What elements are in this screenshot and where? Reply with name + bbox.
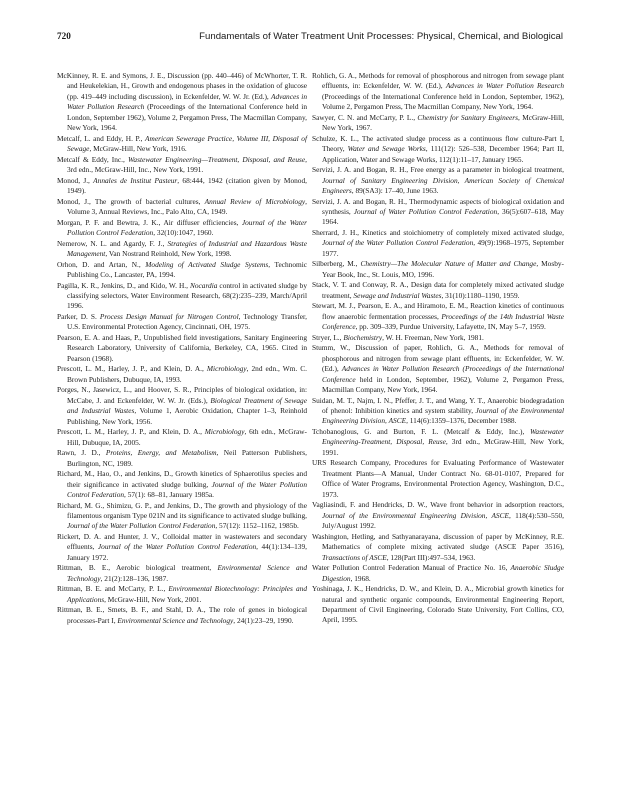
reference-entry	[312, 228, 564, 259]
reference-title: Proteins, Energy, and Metabolism	[105, 448, 217, 458]
reference-entry	[57, 448, 307, 469]
reference-text: , 44(1):134–139, January 1972.	[67, 542, 307, 562]
reference-entry	[312, 134, 564, 165]
reference-title: Advances in Water Pollution Research (Proceedings of the International Conference	[322, 364, 564, 384]
reference-text: , 24(1):23–29, 1990.	[233, 615, 294, 625]
reference-text: , 49(9):1968–1975, September 1977.	[322, 238, 564, 258]
reference-title: Environmental Science and Technology	[67, 563, 307, 583]
reference-text: Monod, J.,	[57, 175, 94, 185]
reference-text: Porges, N., Jasewicz, L., and Hoover, S. R., Principles of biological oxidation, in: McCabe, J. and Eckenfelder, W. W. Jr. (Eds.),	[57, 385, 307, 405]
reference-text: Stewart, M. J., Pearson, E. A., and Hiramoto, E. M., Reaction kinetics of continuous flow anaerobic fermentation processes,	[312, 301, 564, 321]
reference-text: Silberberg, M.,	[312, 259, 361, 269]
reference-text: , McGraw-Hill, New York, 1916.	[89, 144, 187, 154]
reference-text: , 118(4):530–550, July/August 1992.	[322, 510, 564, 531]
reference-title: Sewage and Industrial Wastes	[353, 290, 442, 300]
reference-text: Richard, M. G., Shimizu, G. P., and Jenkins, D., The growth and physiology of the filamentous organism Type 021N and its significance to activated sludge bulking,	[57, 500, 307, 521]
reference-title: Advances in Water Pollution Research	[67, 91, 307, 112]
reference-text: Servizi, J. A. and Bogan, R. H., Thermodynamic aspects of biological oxidation and synthesis,	[312, 196, 564, 217]
reference-entry	[57, 71, 307, 133]
reference-text: , 6th edn., McGraw-Hill, Dubuque, IA, 2005.	[67, 427, 307, 447]
reference-entry	[57, 312, 307, 333]
reference-text: URS Research Company, Procedures for Evaluating Performance of Wastewater Treatment Plants—A Manual, Under Contract No. 68-01-0107, Prepared for Office of Water Programs, Environmental Protection Agency, Washington, D.C., 1973.	[312, 458, 564, 499]
references-left-column	[57, 71, 307, 626]
reference-text: , 2nd edn., Wm. C. Brown Publishers, Dubuque, IA, 1993.	[67, 364, 307, 384]
reference-entry	[312, 532, 564, 563]
reference-text: , W. H. Freeman, New York, 1981.	[382, 332, 484, 342]
reference-text: , Technology Transfer, U.S. Environmental Protection Agency, Cincinnati, OH, 1975.	[67, 312, 308, 332]
reference-entry	[312, 333, 564, 343]
reference-text: , Mosby-Year Book, Inc., St. Louis, MO, 1996.	[322, 259, 564, 279]
reference-text: , 31(10):1180–1190, 1959.	[441, 290, 520, 300]
reference-text: , 32(10):1047, 1960.	[153, 228, 214, 238]
reference-entry	[312, 584, 564, 626]
reference-entry	[57, 469, 307, 500]
reference-text: Metcalf & Eddy, Inc.,	[57, 154, 128, 164]
reference-text: Rittman, B. E., Aerobic biological treatment,	[57, 563, 218, 573]
reference-entry	[312, 427, 564, 458]
reference-title: American Sewerage Practice, Volume III, Disposal of Sewage	[67, 133, 307, 154]
reference-title: Modeling of Activated Sludge Systems	[145, 259, 269, 269]
reference-text: Water Pollution Control Federation Manual of Practice No. 16,	[312, 563, 511, 573]
reference-text: , 89(SA3): 17–40, June 1963.	[351, 186, 439, 196]
reference-text: , McGraw-Hill, New York, 1967.	[322, 112, 565, 133]
reference-title: Microbiology	[204, 427, 245, 437]
reference-entry	[57, 501, 307, 532]
reference-entry	[57, 605, 307, 626]
reference-title: Journal of Sanitary Engineering Division, American Society of Chemical Engineers	[322, 175, 564, 196]
reference-title: Journal of the Water Pollution Control Federation	[67, 479, 307, 500]
reference-text: Vagliasindi, F. and Hendricks, D. W., Wave front behavior in adsorption reactors,	[312, 500, 564, 510]
reference-text: Washington, Hetling, and Sathyanarayana, discussion of paper by McKinney, R.E. Mathematics of complete mixing activated sludge (ASCE Paper 3516),	[312, 531, 564, 552]
reference-text: , Volume 1, Aerobic Oxidation, Chapter 1–3, Reinhold Publishing, New York, 1956.	[67, 406, 307, 426]
references-right-column	[312, 71, 564, 626]
reference-text: Tchobanoglous, G. and Burton, F. L. (Metcalf & Eddy, Inc.),	[312, 427, 530, 437]
reference-text: Suidan, M. T., Najm, I. N., Pfeffer, J. T., and Wang, Y. T., Anaerobic biodegradation of phenol: Inhibition kinetics and system stability,	[312, 395, 564, 416]
reference-text: , McGraw-Hill, New York, 2001.	[104, 594, 202, 604]
running-title: Fundamentals of Water Treatment Unit Processes: Physical, Chemical, and Biological	[199, 31, 563, 42]
reference-text: Pearson, E. A. and Haas, P., Unpublished field investigations, Sanitary Engineering Research Laboratory, University of California, Berkeley, CA, 1965. Cited in Pearson (1968).	[57, 333, 307, 363]
reference-entry	[312, 301, 564, 332]
reference-entry	[312, 500, 564, 531]
reference-text: , 36(5):607–618, May 1964.	[322, 207, 564, 227]
reference-entry	[57, 364, 307, 385]
reference-text: Yoshinaga, J. K., Hendricks, D. W., and Klein, D. A., Microbial growth kinetics for natural and synthetic organic compounds, Environmental Engineering Report, Department of Civil Engineering, Colorado State University, Fort Collins, CO, April, 1995.	[312, 584, 564, 625]
reference-text: Sherrard, J. H., Kinetics and stoichiometry of completely mixed activated sludge,	[312, 228, 564, 238]
reference-title: Journal of the Water Pollution Control Federation	[67, 521, 216, 531]
reference-entry	[312, 343, 564, 395]
reference-title: Journal of the Environmental Engineering Division, ASCE	[322, 510, 509, 520]
reference-title: Journal of the Water Pollution Control Federation	[322, 238, 474, 248]
reference-title: Environmental Science and Technology	[117, 615, 234, 625]
reference-text: Morgan, P. F. and Bewtra, J. K., Air diffuser efficiencies,	[57, 217, 242, 227]
reference-text: , pp. 309–339, Purdue University, Lafayette, IN, May 5–7, 1959.	[355, 322, 546, 332]
reference-text: Rickert, D. A. and Hunter, J. V., Colloidal matter in wastewaters and secondary effluents,	[57, 532, 307, 552]
reference-text: Stumm, W., Discussion of paper, Rohlich, G. A., Methods for removal of phosphorous and nitrogen from sewage plant effluents, in: Eckenfelder, W. W. (Ed.),	[312, 343, 564, 374]
reference-text: Stack, V. T. and Conway, R. A., Design data for completely mixed activated sludge treatment,	[312, 280, 564, 300]
reference-text: , Neil Patterson Publishers, Burlington, NC, 1989.	[67, 448, 307, 468]
reference-entry	[312, 165, 564, 196]
reference-text: Richard, M., Hao, O., and Jenkins, D., Growth kinetics of Sphaerotilus species and their significance in activated sludge bulking,	[57, 469, 307, 489]
reference-title: Water and Sewage Works	[347, 144, 426, 154]
reference-text: , 114(6):1359–1376, December 1988.	[406, 416, 517, 426]
reference-text: McKinney, R. E. and Symons, J. E., Discussion (pp. 440–446) of McWhorter, T. R. and Heukelekian, H., Growth and endogenous phases in the oxidation of glucose (pp. 419–449 including discussion), in Eckenfelder, W. W. Jr. (Ed.),	[57, 71, 307, 101]
reference-entry	[57, 385, 307, 427]
reference-text: , 3rd edn., McGraw-Hill, New York, 1991.	[322, 437, 564, 457]
reference-title: Microbiology	[206, 364, 247, 374]
reference-entry	[57, 197, 307, 218]
reference-title: Strategies of Industrial and Hazardous Waste Management	[67, 238, 307, 259]
reference-text: , 128(Part III):497–534, 1963.	[386, 552, 476, 562]
reference-title: Annual Review of Microbiology	[204, 196, 306, 206]
reference-text: Orhon, D. and Artan, N.,	[57, 259, 146, 269]
reference-entry	[57, 239, 307, 260]
reference-entry	[57, 584, 307, 605]
reference-title: Environmental Biotechnology: Principles and Applications	[67, 584, 307, 604]
reference-title: Journal of the Water Pollution Control Federation	[67, 217, 307, 238]
reference-text: , Volume 3, Annual Reviews, Inc., Palo Alto, CA, 1949.	[67, 196, 307, 217]
reference-title: Annales de Institut Pasteur	[93, 175, 178, 185]
reference-text: Sawyer, C. N. and McCarty, P. L.,	[312, 112, 418, 122]
reference-text: Rittman, B. E., Smets, B. F., and Stahl, D. A., The role of genes in biological processes-Part I,	[57, 605, 307, 625]
reference-title: Transactions of ASCE	[322, 552, 387, 562]
reference-title: Nocardia	[189, 280, 218, 290]
reference-title: Journal of Water Pollution Control Federation	[353, 207, 498, 217]
reference-text: Rawn, J. D.,	[57, 448, 106, 458]
page-header	[57, 31, 563, 42]
reference-entry	[312, 458, 564, 500]
reference-text: , 21(2):128–136, 1987.	[100, 573, 169, 583]
reference-text: , Technomic Publishing Co., Lancaster, PA, 1994.	[67, 259, 308, 280]
reference-text: Prescott, L. M., Harley, J. P., and Klein, D. A.,	[57, 364, 207, 374]
page-number: 720	[57, 31, 71, 41]
reference-text: Prescott, L. M., Harley, J. P., and Klein, D. A.,	[57, 427, 205, 437]
reference-text: , 57(12): 1152–1162, 1985b.	[215, 521, 299, 531]
reference-text: , 57(1): 68–81, January 1985a.	[124, 490, 214, 500]
reference-title: Wastewater Engineering-Treatment, Disposal, Reuse	[322, 427, 564, 447]
reference-title: Anaerobic Sludge Digestion	[322, 563, 564, 583]
reference-text: Stryer, L.,	[312, 332, 344, 342]
reference-title: Biological Treatment of Sewage and Industrial Wastes	[67, 395, 307, 416]
reference-text: , Van Nostrand Reinhold, New York, 1998.	[105, 249, 232, 259]
reference-title: Journal of the Water Pollution Control Federation	[97, 542, 257, 552]
reference-entry	[57, 134, 307, 155]
reference-title: Proceedings of the 14th Industrial Waste Conference	[322, 311, 564, 332]
reference-text: Schulze, K. L., The activated sludge process as a continuous flow culture-Part I, Theory,	[312, 133, 564, 154]
reference-text: Pagilla, K. R., Jenkins, D., and Kido, W. H.,	[57, 280, 190, 290]
reference-text: held in London, September, 1962), Volume 2, Pergamon Press, Macmillan Company, New York, 1964.	[322, 374, 564, 395]
reference-entry	[312, 259, 564, 280]
reference-title: Process Design Manual for Nitrogen Control	[99, 312, 239, 322]
reference-text: , 68:444, 1942 (citation given by Monod, 1949).	[67, 175, 307, 196]
reference-text: Monod, J., The growth of bacterial cultures,	[57, 196, 205, 206]
reference-title: Wastewater Engineering—Treatment, Disposal, and Reuse	[127, 154, 306, 164]
reference-entry	[312, 563, 564, 584]
reference-text: (Proceedings of the International Conference held in London, September, 1962), Volume 2, Pergamon Press, The Macmillan Company, New York, 1964.	[322, 91, 564, 112]
reference-text: , 1968.	[350, 573, 371, 583]
reference-title: Biochemistry	[343, 332, 383, 342]
reference-title: Chemistry for Sanitary Engineers	[417, 112, 518, 122]
reference-text: , 3rd edn., McGraw-Hill, Inc., New York, 1991.	[67, 154, 307, 175]
reference-text: Parker, D. S.	[57, 312, 100, 322]
reference-entry	[57, 155, 307, 176]
reference-entry	[312, 71, 564, 113]
reference-title: Journal of the Environmental Engineering Division, ASCE	[322, 406, 564, 426]
reference-entry	[57, 427, 307, 448]
reference-entry	[57, 218, 307, 239]
reference-entry	[57, 532, 307, 563]
reference-entry	[57, 563, 307, 584]
reference-entry	[312, 280, 564, 301]
reference-entry	[312, 396, 564, 427]
reference-entry	[57, 281, 307, 312]
reference-entry	[312, 197, 564, 228]
reference-entry	[57, 176, 307, 197]
reference-text: Metcalf, L. and Eddy, H. P.,	[57, 133, 146, 143]
reference-entry	[57, 260, 307, 281]
reference-text: Rohlich, G. A., Methods for removal of phosphorous and nitrogen from sewage plant effluents, in: Eckenfelder, W. W. (Ed.),	[312, 71, 564, 91]
reference-text: Nemerow, N. L. and Agardy, F. J.,	[57, 238, 168, 248]
reference-text: control in activated sludge by classifying selectors, Water Environment Research, 68(2):235–239, March/April 1996.	[67, 280, 307, 311]
reference-entry	[57, 333, 307, 364]
reference-text: (Proceedings of the International Conference held in London, September 1962), Volume 2, Pergamon Press, The Macmillan Company, New York, 1964.	[67, 102, 307, 133]
reference-text: Servizi, J. A. and Bogan, R. H., Free energy as a parameter in biological treatment,	[312, 165, 564, 175]
reference-entry	[312, 113, 564, 134]
reference-title: Advances in Water Pollution Research	[445, 81, 564, 91]
reference-text: , 111(12): 526–538, December 1964; Part II, Application, Water and Sewage Works, 112(1):11–17, January 1965.	[322, 144, 564, 164]
reference-title: Chemistry—The Molecular Nature of Matter and Change	[360, 259, 537, 269]
reference-text: Rittman, B. E. and McCarty, P. L.,	[57, 584, 169, 594]
